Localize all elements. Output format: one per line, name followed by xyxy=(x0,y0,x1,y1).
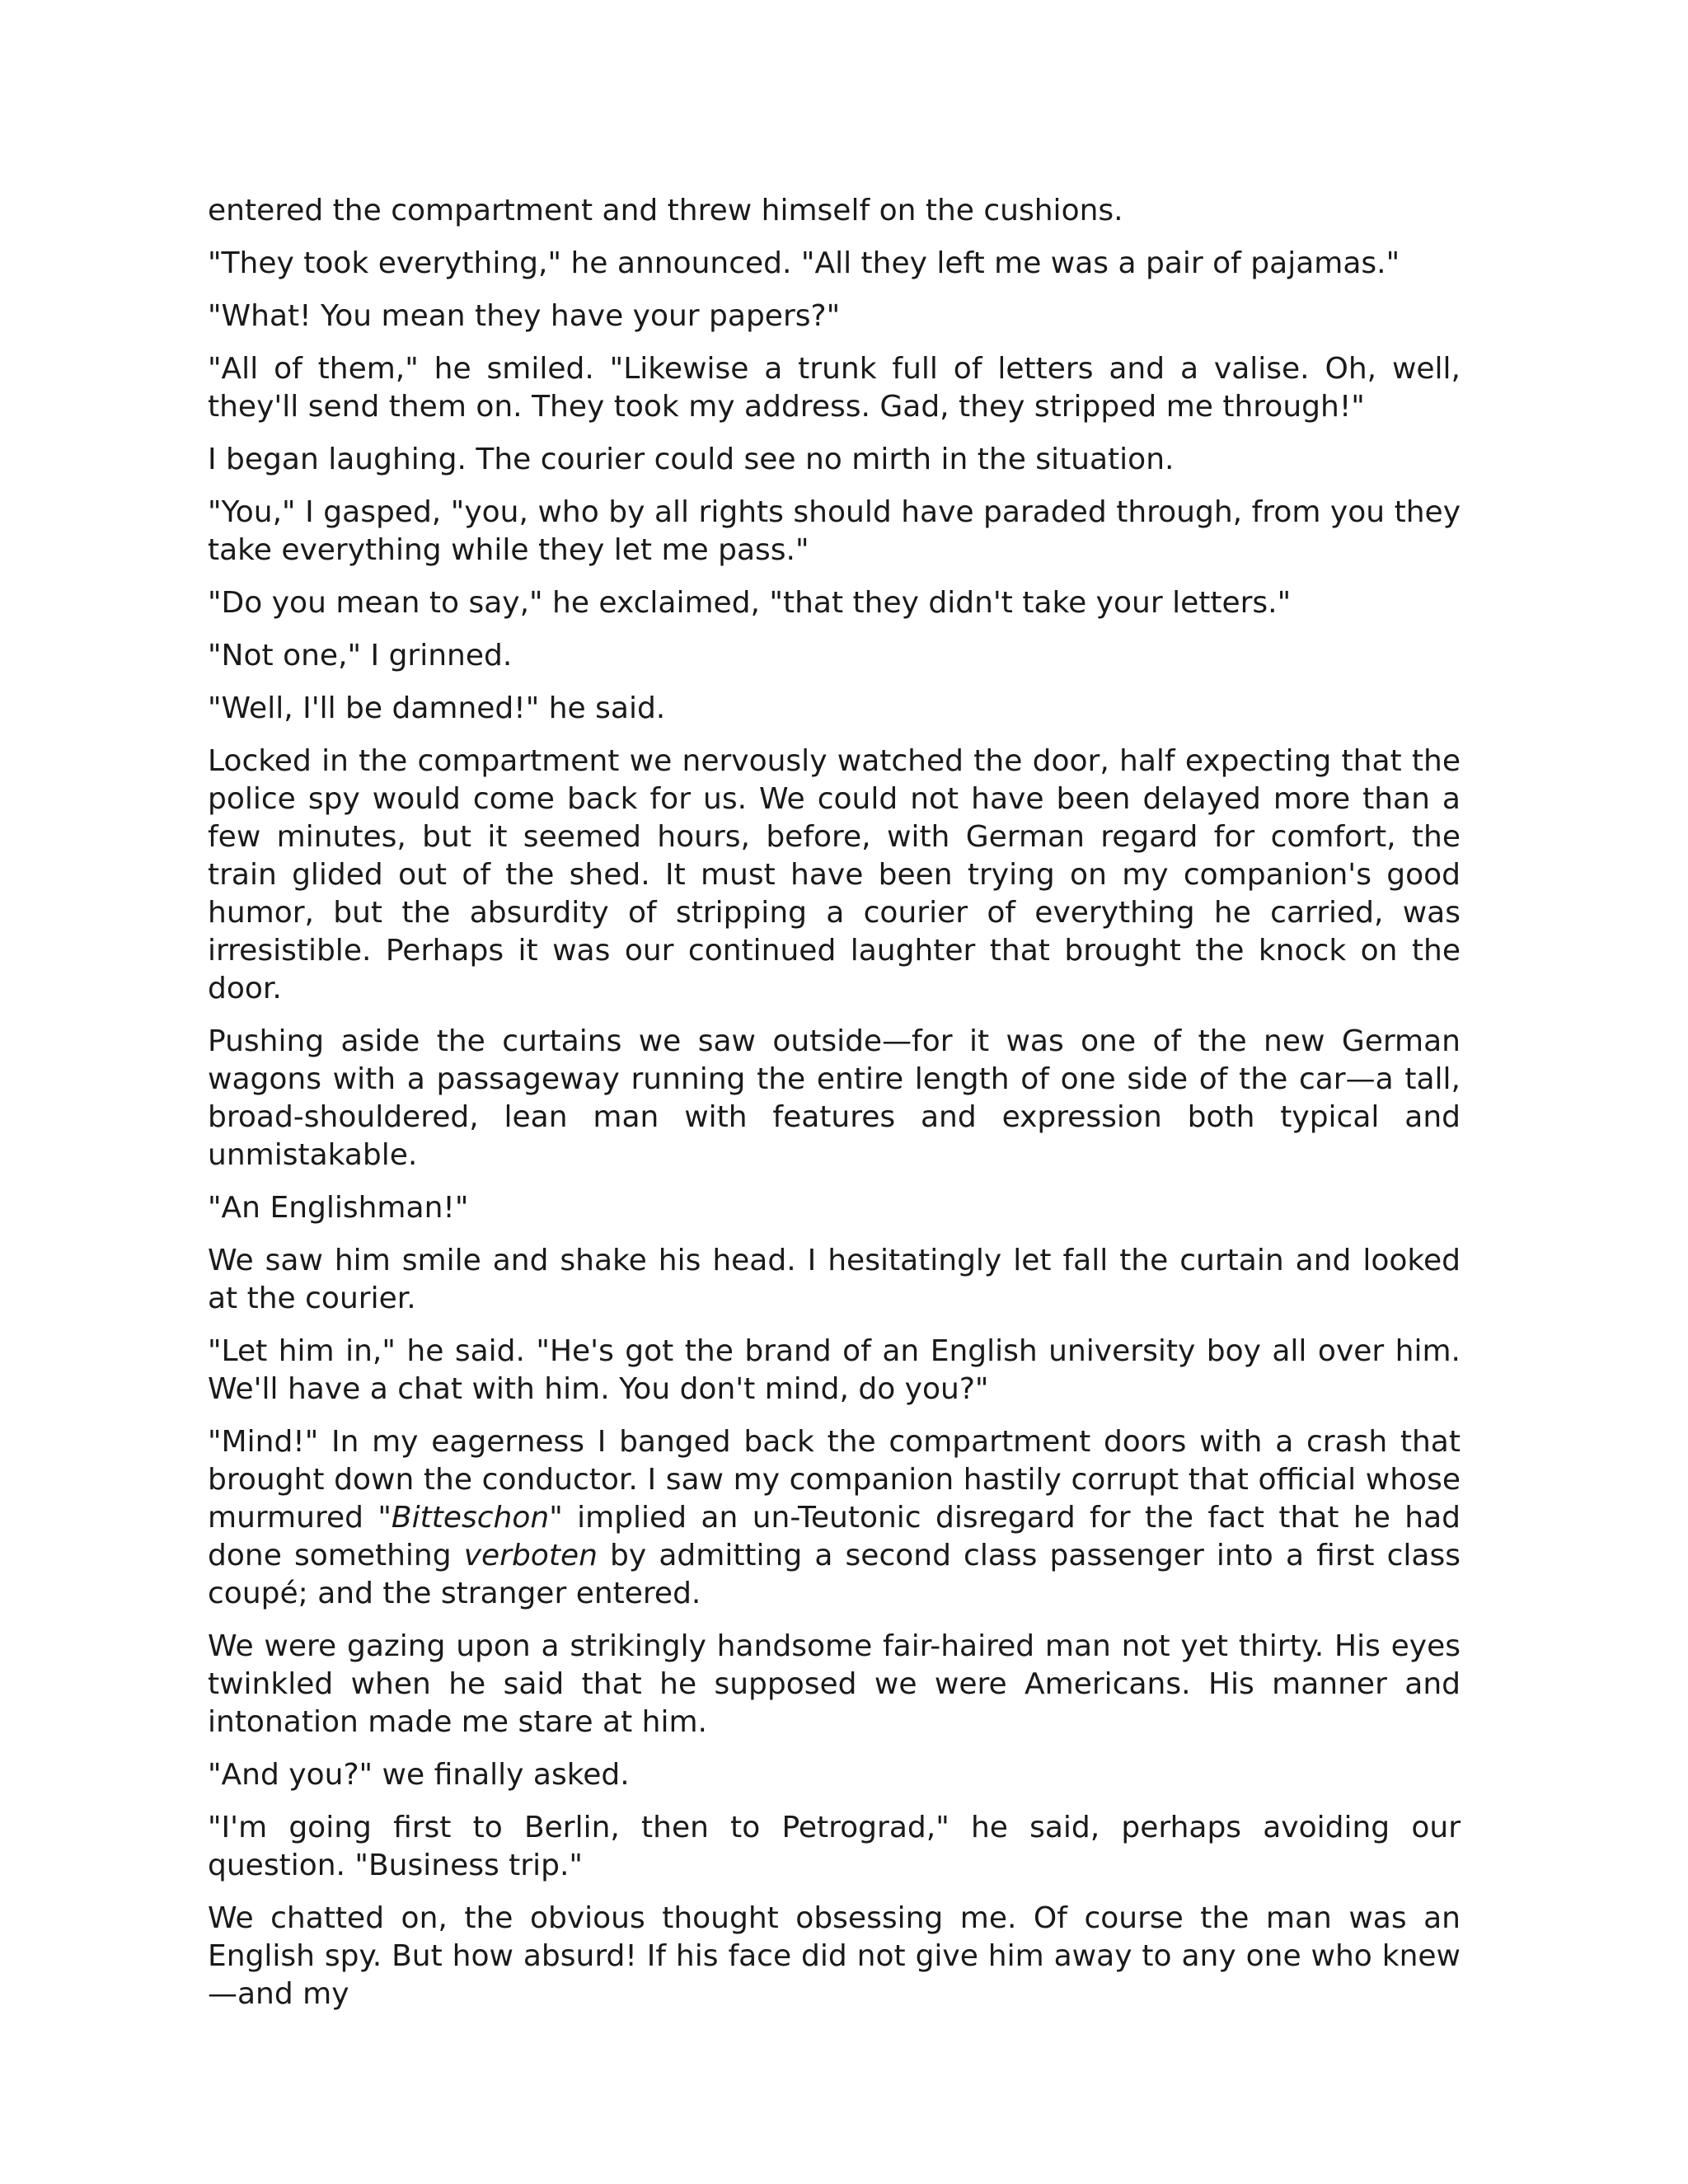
paragraph-2: "They took everything," he announced. "All they left me was a pair of pajamas." xyxy=(208,246,1400,280)
paragraph-10: Locked in the compartment we nervously watched the door, half expecting that the police spy would come back for us. We could not have been delayed more than a few minutes, but it seemed hours, before, with German regard for comfort, the train glided out of the shed. It must have been trying on my companion's good humor, but the absurdity of stripping a courier of everything he carried, was irresistible. Perhaps it was our continued laughter that brought the knock on the door. xyxy=(208,744,1461,1005)
paragraph-18: "I'm going first to Berlin, then to Petrograd," he said, perhaps avoiding our question. "Business trip." xyxy=(208,1811,1461,1882)
paragraph-14: "Let him in," he said. "He's got the brand of an English university boy all over him. We'll have a chat with him. You don't mind, do you?" xyxy=(208,1334,1461,1406)
paragraph-19: We chatted on, the obvious thought obsessing me. Of course the man was an English spy. But how absurd! If his face did not give him away to any one who knew—and my xyxy=(208,1901,1461,2011)
paragraph-7: "Do you mean to say," he exclaimed, "that they didn't take your letters." xyxy=(208,586,1292,620)
paragraph-6: "You," I gasped, "you, who by all rights should have paraded through, from you they take everything while they let me pass." xyxy=(208,495,1461,567)
paragraph-11: Pushing aside the curtains we saw outside—for it was one of the new German wagons with a passageway running the entire length of one side of the car—a tall, broad-shouldered, lean man with features and expression both typical and unmistakable. xyxy=(208,1024,1461,1172)
paragraph-1: entered the compartment and threw himself on the cushions. xyxy=(208,194,1123,227)
paragraph-12: "An Englishman!" xyxy=(208,1191,469,1225)
paragraph-13: We saw him smile and shake his head. I hesitatingly let fall the curtain and looked at the courier. xyxy=(208,1244,1461,1315)
paragraph-4: "All of them," he smiled. "Likewise a trunk full of letters and a valise. Oh, well, they'll send them on. They took my address. Gad, they stripped me through!" xyxy=(208,352,1461,424)
document-page xyxy=(208,192,1461,2028)
paragraph-5: I began laughing. The courier could see no mirth in the situation. xyxy=(208,443,1175,476)
italic-word-verboten: verboten xyxy=(463,1539,598,1572)
paragraph-17: "And you?" we finally asked. xyxy=(208,1758,630,1792)
paragraph-16: We were gazing upon a strikingly handsome fair-haired man not yet thirty. His eyes twinkled when he said that he supposed we were Americans. His manner and intonation made me stare at him. xyxy=(208,1629,1461,1739)
paragraph-3: "What! You mean they have your papers?" xyxy=(208,299,841,333)
paragraph-8: "Not one," I grinned. xyxy=(208,639,513,673)
paragraph-9: "Well, I'll be damned!" he said. xyxy=(208,691,666,725)
italic-word-bitteschon: Bitteschon xyxy=(391,1501,550,1535)
paragraph-15: "Mind!" In my eagerness I banged back the compartment doors with a crash that brought down the conductor. I saw my companion hastily corrupt that official whose murmured "Bitteschon" implied an un-Teutonic disregard for the fact that he had done something verboten by admitting a second class passenger into a first class coupé; and the stranger entered. xyxy=(208,1425,1461,1610)
